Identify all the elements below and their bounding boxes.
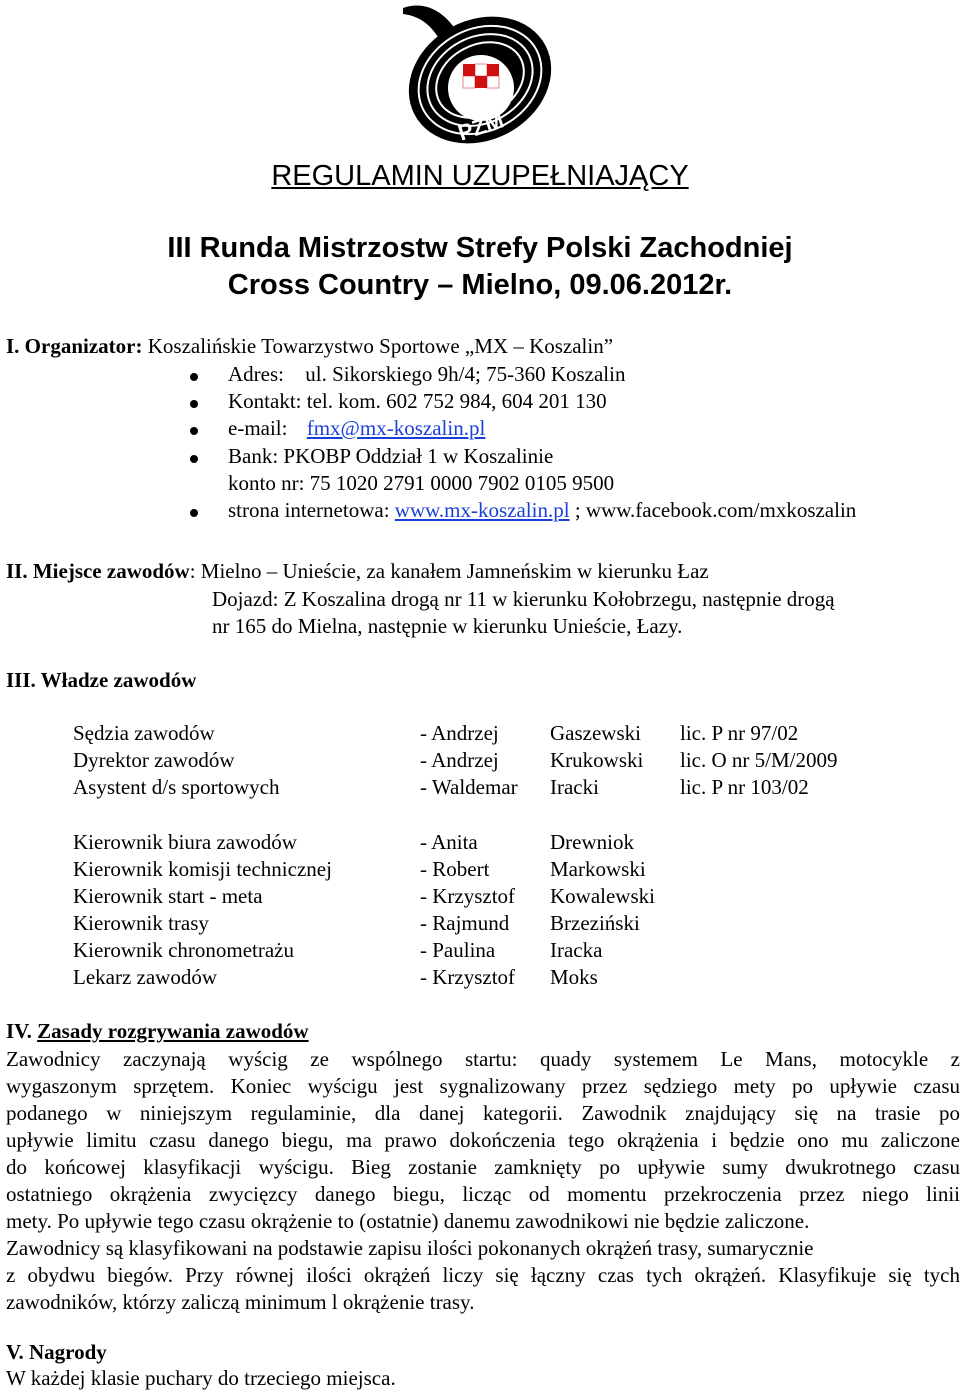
rules-line: wygaszonym sprzętem. Koniec wyścigu jest sygnalizowany przez sędziego mety po upływie czasu — [6, 1074, 960, 1098]
official-role: Kierownik trasy — [73, 911, 209, 935]
address — [228, 362, 625, 387]
official-last-name: Iracka — [550, 938, 603, 962]
email-link[interactable]: fmx@mx-koszalin.pl — [306, 416, 486, 440]
contact: Kontakt: tel. kom. 602 752 984, 604 201 130 — [228, 389, 607, 413]
official-role: Kierownik komisji technicznej — [73, 857, 332, 881]
official-license: lic. P nr 97/02 — [680, 721, 799, 745]
official-role: Kierownik start - meta — [73, 884, 263, 908]
official-last-name: Gaszewski — [550, 721, 641, 745]
prizes-text: W każdej klasie puchary do trzeciego miejsca. — [6, 1366, 396, 1390]
rules-line: zawodników, którzy zaliczą minimum l okrążenie trasy. — [6, 1290, 475, 1314]
address-value: ul. Sikorskiego 9h/4; 75-360 Koszalin — [305, 362, 626, 386]
official-first-name: - Waldemar — [420, 775, 518, 799]
pzm-logo-text: PZM — [454, 107, 507, 146]
official-first-name: - Andrzej — [420, 748, 499, 772]
official-last-name: Drewniok — [550, 830, 634, 854]
official-last-name: Brzeziński — [550, 911, 640, 935]
section-number: IV. — [6, 1019, 32, 1043]
address-label: Adres: — [228, 362, 284, 386]
rules-line: upływie limitu czasu danego biegu, ma prawo dokończenia tego okrążenia i będzie ono mu zaliczone — [6, 1128, 960, 1152]
section-heading: II. Miejsce zawodów — [6, 559, 190, 583]
rules-line: Zawodnicy są klasyfikowani na podstawie zapisu ilości pokonanych okrążeń trasy, sumarycznie — [6, 1236, 814, 1260]
rules-line: mety. Po upływie tego czasu okrążenie to (ostatnie) danemu zawodnikowi nie będzie zaliczone. — [6, 1209, 810, 1233]
section-heading: Zasady rozgrywania zawodów — [37, 1019, 309, 1043]
section-organizer — [6, 334, 613, 359]
website-separator: ; — [569, 498, 586, 522]
section-venue — [6, 559, 709, 584]
official-license: lic. O nr 5/M/2009 — [680, 748, 838, 772]
website-link[interactable]: www.mx-koszalin.pl — [394, 498, 570, 522]
directions-line: Dojazd: Z Koszalina drogą nr 11 w kierunku Kołobrzegu, następnie drogą — [212, 587, 835, 611]
rules-line: z obydwu biegów. Przy równej ilości okrążeń liczy się łączny czas tych okrążeń. Klasyfikuje się tych — [6, 1263, 960, 1287]
email-row — [228, 416, 485, 441]
section-rules-heading — [6, 1019, 309, 1044]
venue-text: : Mielno – Unieście, za kanałem Jamneńskim w kierunku Łaz — [189, 559, 709, 583]
rules-line: do końcowej klasyfikacji wyścigu. Bieg zostanie zamknięty po upływie sumy dwukrotnego czasu — [6, 1155, 960, 1179]
website-row — [228, 498, 856, 523]
bank: Bank: PKOBP Oddział 1 w Koszalinie — [228, 444, 554, 468]
official-first-name: - Krzysztof — [420, 965, 516, 989]
website-label: strona internetowa: — [228, 498, 390, 522]
section-heading: I. Organizator: — [6, 334, 143, 358]
rules-line: Zawodnicy zaczynają wyścig ze wspólnego startu: quady systemem Le Mans, motocykle z — [6, 1047, 960, 1071]
official-last-name: Markowski — [550, 857, 646, 881]
official-first-name: - Anita — [420, 830, 478, 854]
bullet-icon — [190, 373, 198, 381]
official-first-name: - Robert — [420, 857, 490, 881]
pzm-logo — [385, 2, 565, 150]
facebook-link: www.facebook.com/mxkoszalin — [585, 498, 857, 522]
account-number: konto nr: 75 1020 2791 0000 7902 0105 9500 — [228, 471, 615, 495]
official-role: Asystent d/s sportowych — [73, 775, 280, 799]
official-role: Dyrektor zawodów — [73, 748, 235, 772]
bullet-icon — [190, 455, 198, 463]
official-first-name: - Paulina — [420, 938, 496, 962]
official-last-name: Moks — [550, 965, 598, 989]
official-first-name: - Krzysztof — [420, 884, 516, 908]
official-last-name: Krukowski — [550, 748, 644, 772]
bullet-icon — [190, 400, 198, 408]
bullet-icon — [190, 509, 198, 517]
official-role: Sędzia zawodów — [73, 721, 215, 745]
email-label: e-mail: — [228, 416, 288, 440]
official-role: Lekarz zawodów — [73, 965, 218, 989]
official-last-name: Kowalewski — [550, 884, 655, 908]
organizer-name: Koszalińskie Towarzystwo Sportowe „MX – Koszalin” — [147, 334, 614, 358]
document-title: REGULAMIN UZUPEŁNIAJĄCY — [271, 160, 689, 192]
rules-paragraph — [6, 1046, 960, 1316]
official-first-name: - Andrzej — [420, 721, 499, 745]
bullet-icon — [190, 427, 198, 435]
event-name: III Runda Mistrzostw Strefy Polski Zachodniej — [167, 232, 793, 264]
directions-line: nr 165 do Mielna, następnie w kierunku Unieście, Łazy. — [212, 614, 683, 638]
official-role: Kierownik chronometrażu — [73, 938, 295, 962]
official-license: lic. P nr 103/02 — [680, 775, 809, 799]
event-date-place: Cross Country – Mielno, 09.06.2012r. — [227, 269, 733, 301]
official-last-name: Iracki — [550, 775, 599, 799]
section-heading: III. Władze zawodów — [6, 668, 197, 692]
rules-line: ostatniego okrążenia zwycięzcy danego biegu, licząc od momentu przekroczenia przez niego linii — [6, 1182, 960, 1206]
official-first-name: - Rajmund — [420, 911, 510, 935]
section-heading: V. Nagrody — [6, 1340, 107, 1364]
official-role: Kierownik biura zawodów — [73, 830, 297, 854]
rules-line: podanego w niniejszym regulaminie, dla danej kategorii. Zawodnik znajdujący się na trasie po — [6, 1101, 960, 1125]
